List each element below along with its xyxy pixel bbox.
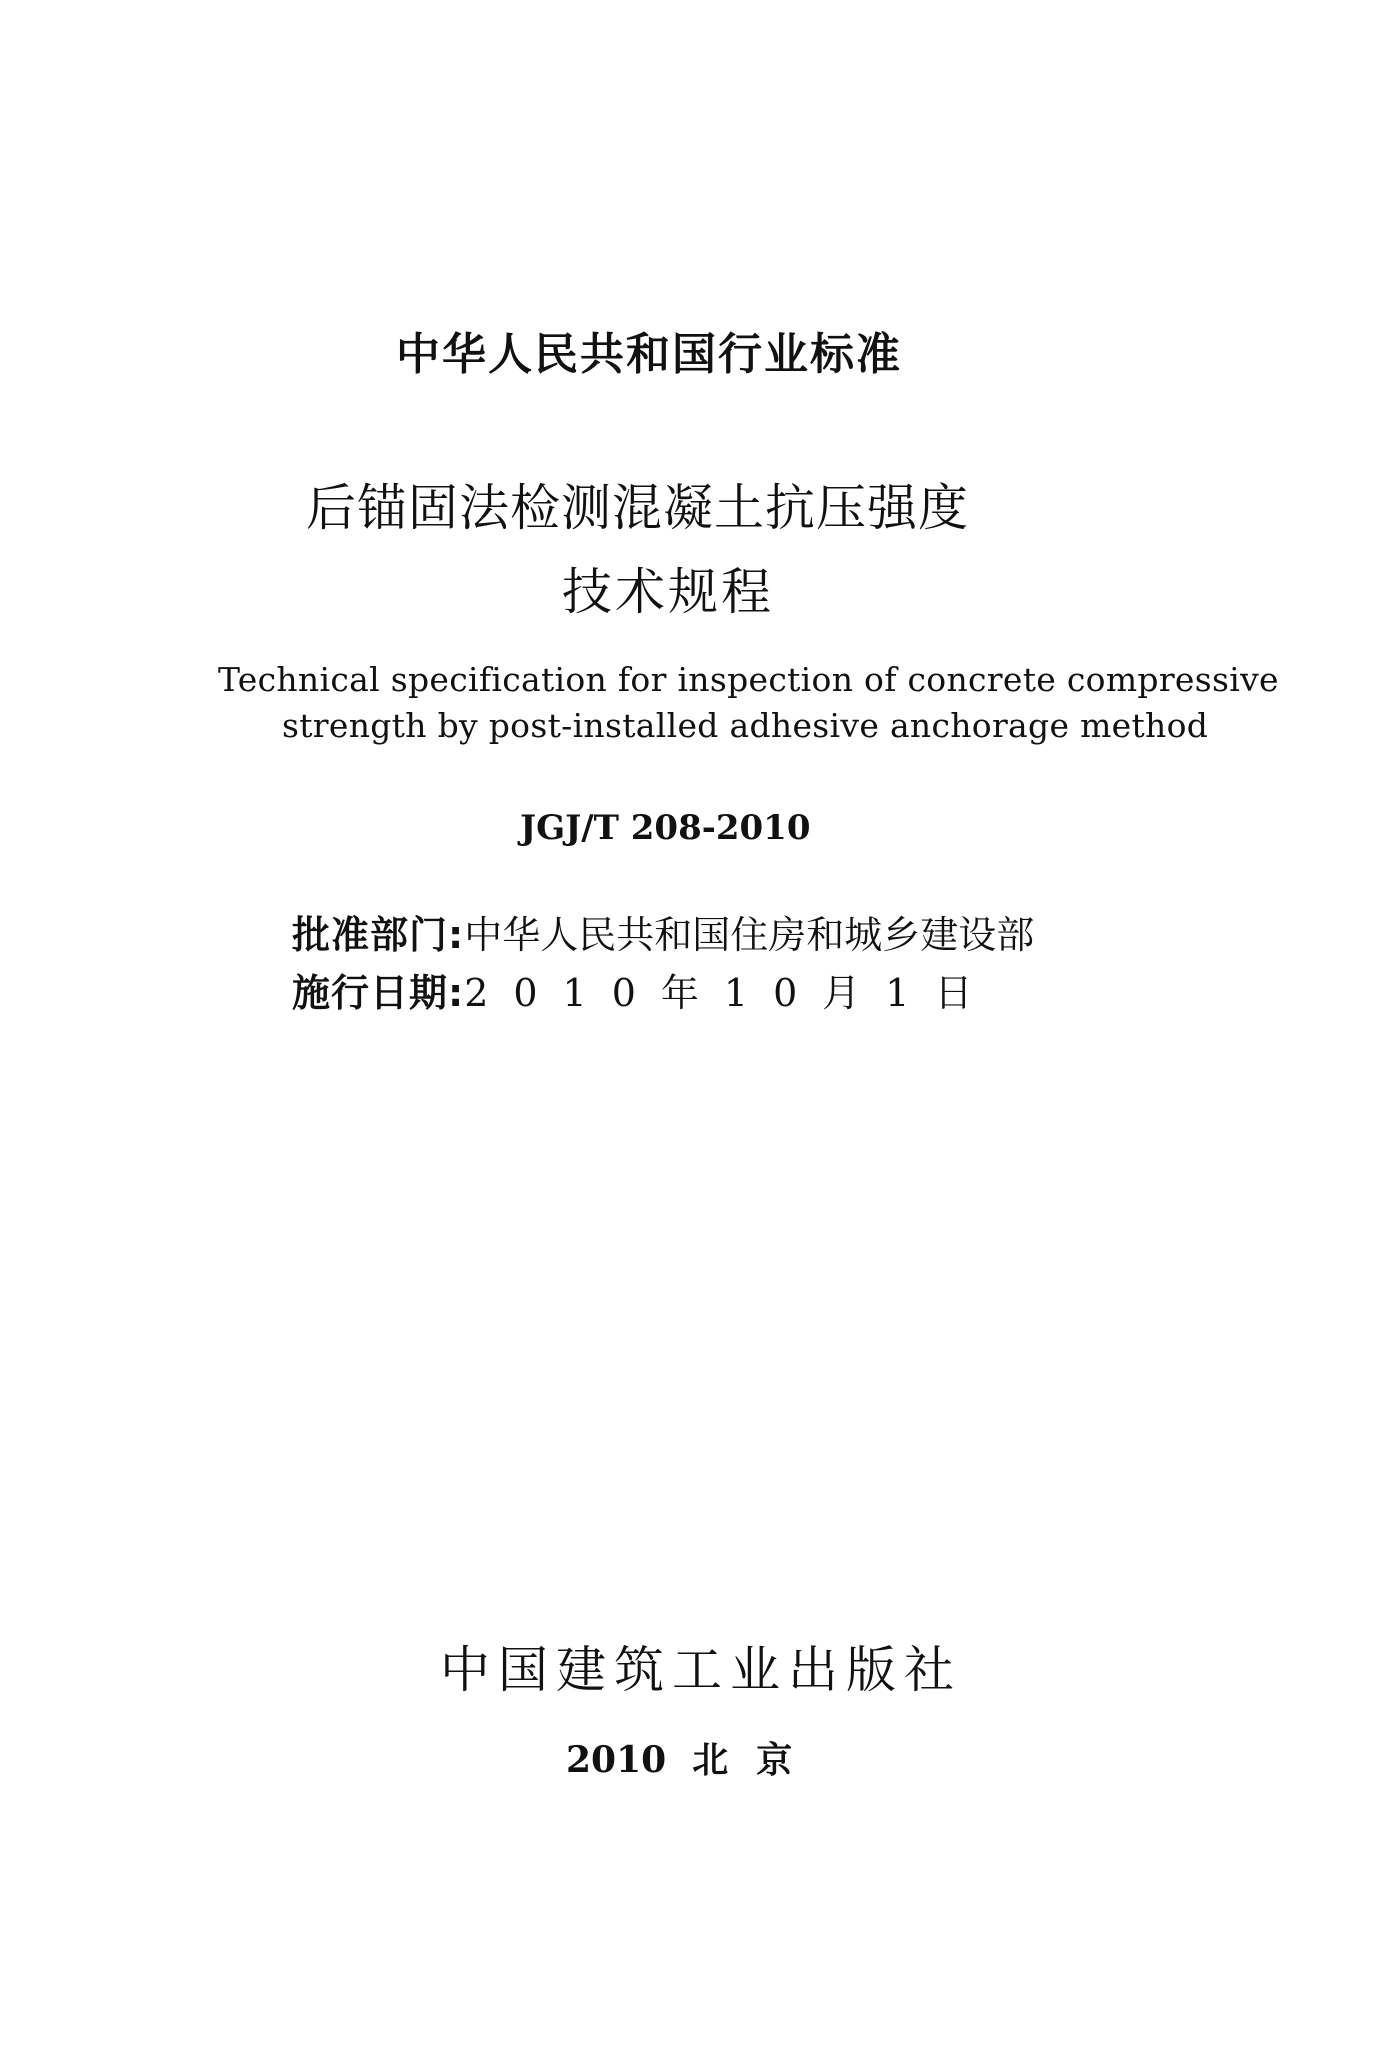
title-cn-line-2: 技术规程	[562, 563, 774, 621]
effective-date-value: 2010年10月1日	[464, 971, 998, 1015]
publication-city: 北京	[692, 1739, 821, 1781]
title-cn-line-1: 后锚固法检测混凝土抗压强度	[306, 479, 969, 537]
publication-year: 2010	[566, 1739, 667, 1781]
approval-label: 批准部门:	[292, 913, 465, 957]
effective-date-row	[292, 962, 997, 1017]
approval-value: 中华人民共和国住房和城乡建设部	[464, 913, 1035, 957]
effective-date-label: 施行日期:	[292, 971, 465, 1015]
title-en-line-2: strength by post-installed adhesive anchorage method	[282, 706, 1209, 745]
title-en-line-1: Technical specification for inspection of concrete compressive	[218, 660, 1279, 699]
standard-category: 中华人民共和国行业标准	[396, 329, 902, 380]
publisher: 中国建筑工业出版社	[440, 1641, 962, 1699]
approval-row	[292, 904, 1034, 959]
publication-place	[566, 1732, 820, 1783]
standard-code: JGJ/T 208-2010	[520, 808, 811, 848]
